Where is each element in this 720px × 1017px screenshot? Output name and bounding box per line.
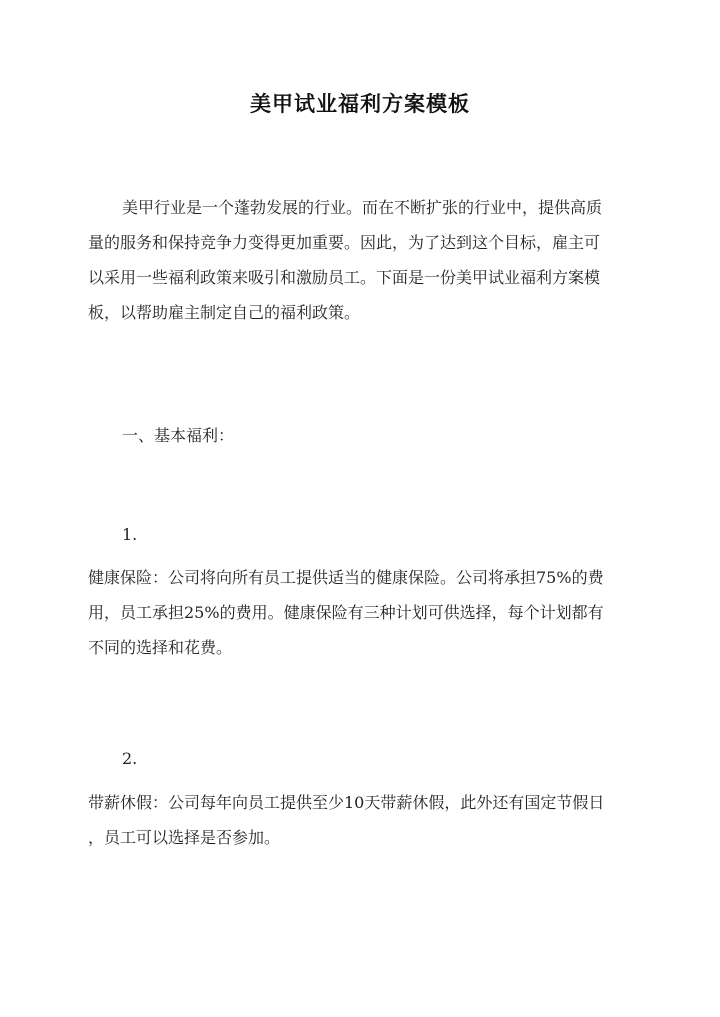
section-heading: 一、基本福利： (122, 426, 235, 445)
list-item-number: 1. (122, 525, 138, 544)
intro-line: 以采用一些福利政策来吸引和激励员工。下面是一份美甲试业福利方案模 (88, 268, 601, 287)
list-item-text (88, 560, 632, 665)
list-item-number-block (88, 517, 632, 552)
intro-paragraph (88, 190, 632, 330)
list-item-line: ，员工可以选择是否参加。 (88, 828, 281, 847)
intro-line: 板，以帮助雇主制定自己的福利政策。 (88, 303, 361, 322)
list-item-line: 带薪休假：公司每年向员工提供至少10天带薪休假，此外还有国定节假日 (88, 793, 605, 812)
intro-line: 美甲行业是一个蓬勃发展的行业。而在不断扩张的行业中，提供高质 (122, 198, 603, 217)
list-item-line: 用，员工承担25%的费用。健康保险有三种计划可供选择，每个计划都有 (88, 603, 604, 622)
list-item-text (88, 785, 632, 855)
list-item-number-block (88, 741, 632, 776)
document-title: 美甲试业福利方案模板 (250, 91, 470, 116)
list-item-line: 不同的选择和花费。 (88, 638, 233, 657)
intro-line: 量的服务和保持竞争力变得更加重要。因此，为了达到这个目标，雇主可 (88, 233, 601, 252)
list-item-number: 2. (122, 749, 138, 768)
section-heading-block (88, 418, 632, 453)
list-item-line: 健康保险：公司将向所有员工提供适当的健康保险。公司将承担75%的费 (88, 568, 604, 587)
